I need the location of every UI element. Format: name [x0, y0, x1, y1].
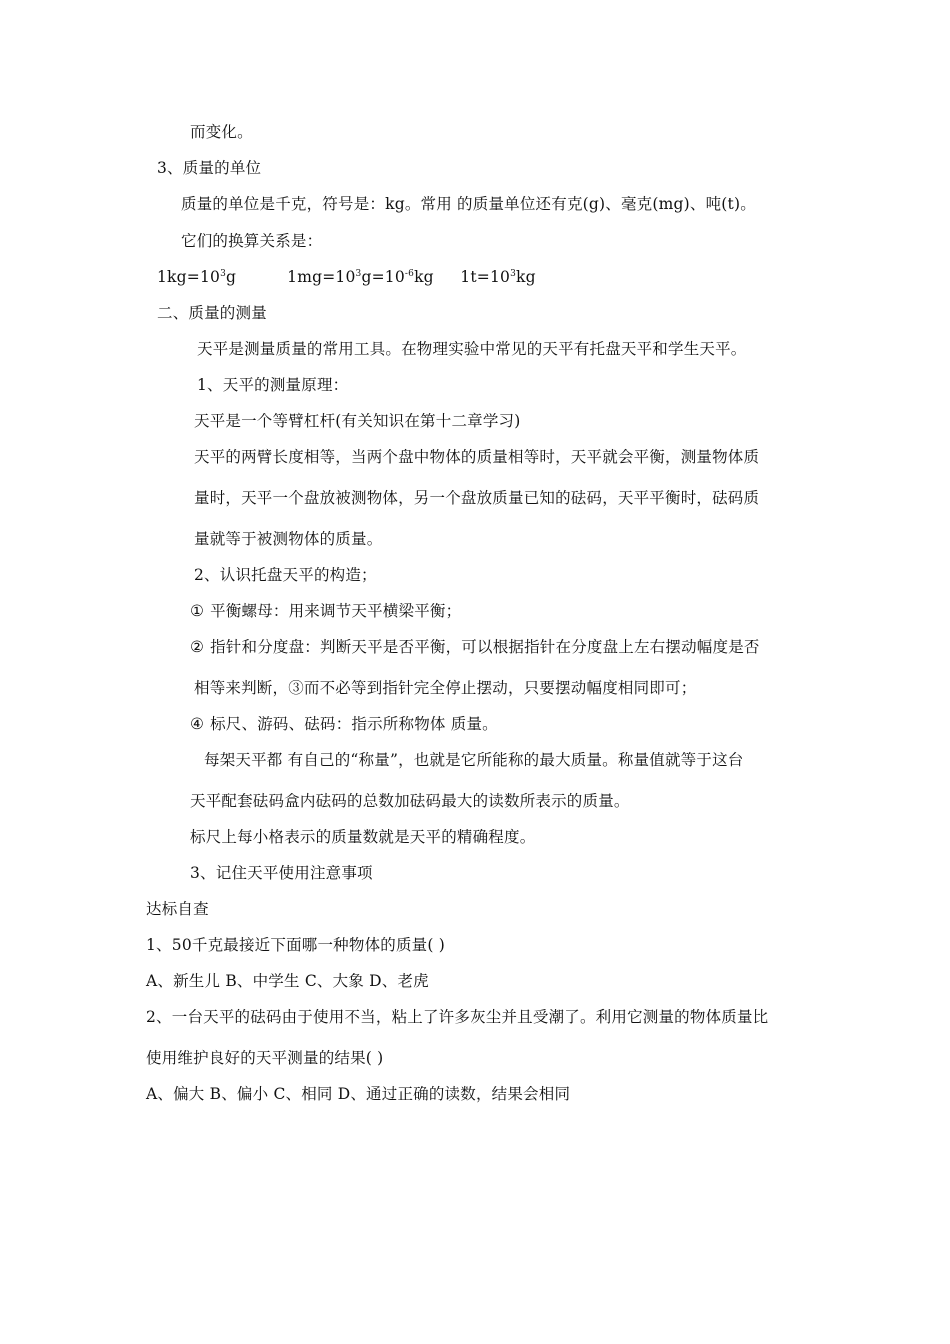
text-line: 标尺上每小格表示的质量数就是天平的精确程度。	[190, 828, 536, 846]
text-line: 天平的两臂长度相等，当两个盘中物体的质量相等时，天平就会平衡，测量物体质	[194, 448, 760, 466]
question-2-options: A、偏大 B、偏小 C、相同 D、通过正确的读数，结果会相同	[146, 1085, 571, 1103]
text-line: 相等来判断，③而不必等到指针完全停止摆动，只要摆动幅度相同即可；	[194, 679, 697, 697]
heading-self-check: 达标自查	[146, 900, 209, 918]
text-line: 天平是一个等臂杠杆(有关知识在第十二章学习)	[194, 412, 521, 430]
text-line: 2、认识托盘天平的构造；	[194, 566, 377, 584]
question-2: 2、一台天平的砝码由于使用不当，粘上了许多灰尘并且受潮了。利用它测量的物体质量比	[146, 1008, 769, 1026]
question-2-cont: 使用维护良好的天平测量的结果( )	[146, 1049, 384, 1067]
conversion-mg: $1mg=10^3g=10^{-6}kg$	[287, 268, 434, 286]
text-line: 它们的换算关系是：	[181, 232, 323, 250]
text-line: 1、天平的测量原理：	[197, 376, 349, 394]
conversion-t: $1t=10^3kg$	[460, 268, 536, 286]
text-line: 3、记住天平使用注意事项	[190, 864, 373, 882]
heading-mass-measurement: 二、质量的测量	[157, 304, 267, 322]
text-line: 每架天平都 有自己的“称量”，也就是它所能称的最大质量。称量值就等于这台	[204, 751, 744, 769]
circled-four-marker: ④	[190, 715, 205, 733]
text-line: 而变化。	[190, 123, 253, 141]
text-line: 天平是测量质量的常用工具。在物理实验中常见的天平有托盘天平和学生天平。	[197, 340, 747, 358]
question-1: 1、50千克最接近下面哪一种物体的质量( )	[146, 936, 446, 954]
circled-two-marker: ②	[190, 638, 205, 656]
list-item: ② 指针和分度盘：判断天平是否平衡，可以根据指针在分度盘上左右摆动幅度是否	[190, 638, 760, 656]
unit-conversion-line	[157, 267, 536, 287]
text-line: 量就等于被测物体的质量。	[194, 530, 383, 548]
circled-one-marker: ①	[190, 602, 205, 620]
conversion-kg: $1kg=10^3g$	[157, 268, 237, 286]
question-1-options: A、新生儿 B、中学生 C、大象 D、老虎	[146, 972, 429, 990]
text-line: 量时，天平一个盘放被测物体，另一个盘放质量已知的砝码，天平平衡时，砝码质	[194, 489, 760, 507]
text-line: 天平配套砝码盒内砝码的总数加砝码最大的读数所表示的质量。	[190, 792, 630, 810]
text-line: 质量的单位是千克，符号是：kg。常用 的质量单位还有克(g)、毫克(mg)、吨(t)。	[181, 195, 756, 213]
list-item: ① 平衡螺母：用来调节天平横梁平衡；	[190, 602, 462, 620]
heading-mass-unit: 3、质量的单位	[157, 159, 262, 177]
list-item: ④ 标尺、游码、砝码：指示所称物体 质量。	[190, 715, 498, 733]
